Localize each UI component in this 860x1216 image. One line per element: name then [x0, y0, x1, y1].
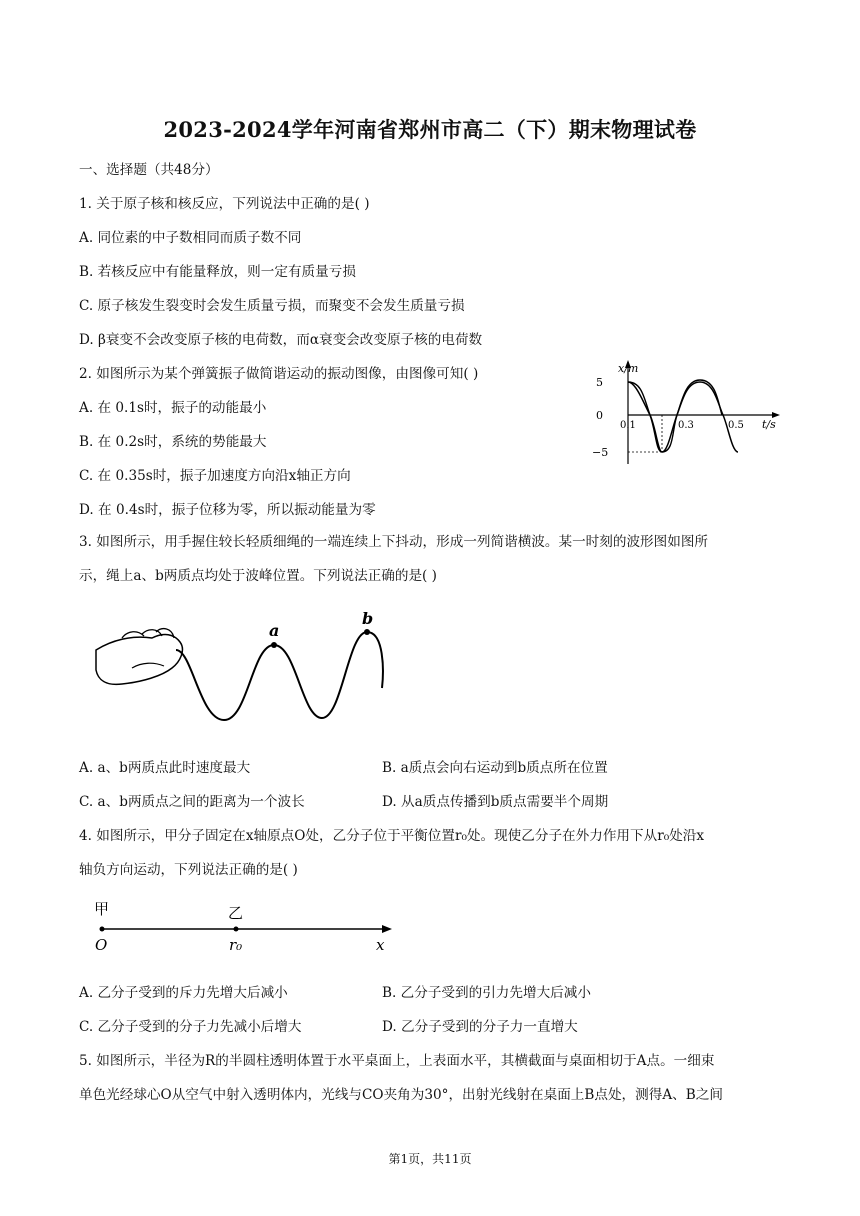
q1-option-d: D. β衰变不会改变原子核的电荷数，而α衰变会改变原子核的电荷数: [79, 332, 483, 348]
page-footer: 第1页，共11页: [388, 1152, 472, 1166]
q4-option-a: A. 乙分子受到的斥力先增大后减小: [79, 985, 288, 1001]
label-b: b: [362, 610, 374, 628]
graph-xtick-2: 0.3: [678, 420, 694, 431]
label-yi: 乙: [228, 904, 244, 922]
q3-option-c: C. a、b两质点之间的距离为一个波长: [79, 794, 305, 810]
q3-option-d: D. 从a质点传播到b质点需要半个周期: [382, 794, 609, 810]
q4-stem-line1: 4. 如图所示，甲分子固定在x轴原点O处，乙分子位于平衡位置r₀处。现使乙分子在外力作用下从r₀处沿x: [79, 828, 705, 844]
point-b: [364, 629, 370, 635]
q1-option-c: C. 原子核发生裂变时会发生质量亏损，而聚变不会发生质量亏损: [79, 298, 465, 314]
graph-y-pos: 5: [596, 376, 603, 389]
label-origin: O: [95, 936, 108, 954]
label-x: x: [376, 936, 385, 954]
graph-y-neg: −5: [592, 446, 609, 459]
q3-stem-line1: 3. 如图所示，用手握住较长轻质细绳的一端连续上下抖动，形成一列简谐横波。某一时刻的波形图如图所: [79, 534, 709, 550]
vibration-graph: [590, 358, 790, 470]
graph-xtick-1: 0.1: [620, 420, 636, 431]
point-a: [271, 642, 277, 648]
graph-y-zero: 0: [596, 409, 603, 422]
graph-xtick-3: 0.5: [728, 420, 744, 431]
q2-option-d: D. 在 0.4s时，振子位移为零，所以振动能量为零: [79, 502, 376, 518]
page-title: 2023-2024学年河南省郑州市高二（下）期末物理试卷: [163, 117, 697, 142]
q3-stem-line2: 示，绳上a、b两质点均处于波峰位置。下列说法正确的是( ): [79, 568, 437, 584]
wave-figure: [92, 610, 402, 735]
q2-option-b: B. 在 0.2s时，系统的势能最大: [79, 434, 267, 450]
q1-stem: 1. 关于原子核和核反应，下列说法中正确的是( ): [79, 196, 370, 212]
q2-option-a: A. 在 0.1s时，振子的动能最小: [79, 400, 267, 416]
section-heading: 一、选择题（共48分）: [79, 162, 219, 178]
q1-option-a: A. 同位素的中子数相同而质子数不同: [79, 230, 302, 246]
q2-option-c: C. 在 0.35s时，振子加速度方向沿x轴正方向: [79, 468, 351, 484]
q4-option-c: C. 乙分子受到的分子力先减小后增大: [79, 1019, 302, 1035]
label-jia: 甲: [94, 900, 110, 918]
label-r0: r₀: [229, 936, 243, 954]
q2-stem: 2. 如图所示为某个弹簧振子做简谐运动的振动图像，由图像可知( ): [79, 366, 479, 382]
molecule-axis-figure: [88, 896, 408, 956]
q4-option-b: B. 乙分子受到的引力先增大后减小: [382, 985, 591, 1001]
graph-xlabel: t/s: [762, 418, 776, 431]
q3-option-b: B. a质点会向右运动到b质点所在位置: [382, 760, 608, 776]
q5-stem-line1: 5. 如图所示，半径为R的半圆柱透明体置于水平桌面上，上表面水平，其横截面与桌面相切于A点。一细束: [79, 1053, 715, 1069]
label-a: a: [269, 621, 280, 640]
hand-icon: [96, 635, 182, 685]
q1-option-b: B. 若核反应中有能量释放，则一定有质量亏损: [79, 264, 356, 280]
q4-stem-line2: 轴负方向运动，下列说法正确的是( ): [79, 862, 298, 878]
q5-stem-line2: 单色光经球心O从空气中射入透明体内，光线与CO夹角为30°，出射光线射在桌面上B点处，测得A、B之间: [79, 1087, 723, 1103]
graph-ylabel: x/m: [618, 362, 639, 375]
q3-option-a: A. a、b两质点此时速度最大: [79, 760, 251, 776]
q4-option-d: D. 乙分子受到的分子力一直增大: [382, 1019, 578, 1035]
